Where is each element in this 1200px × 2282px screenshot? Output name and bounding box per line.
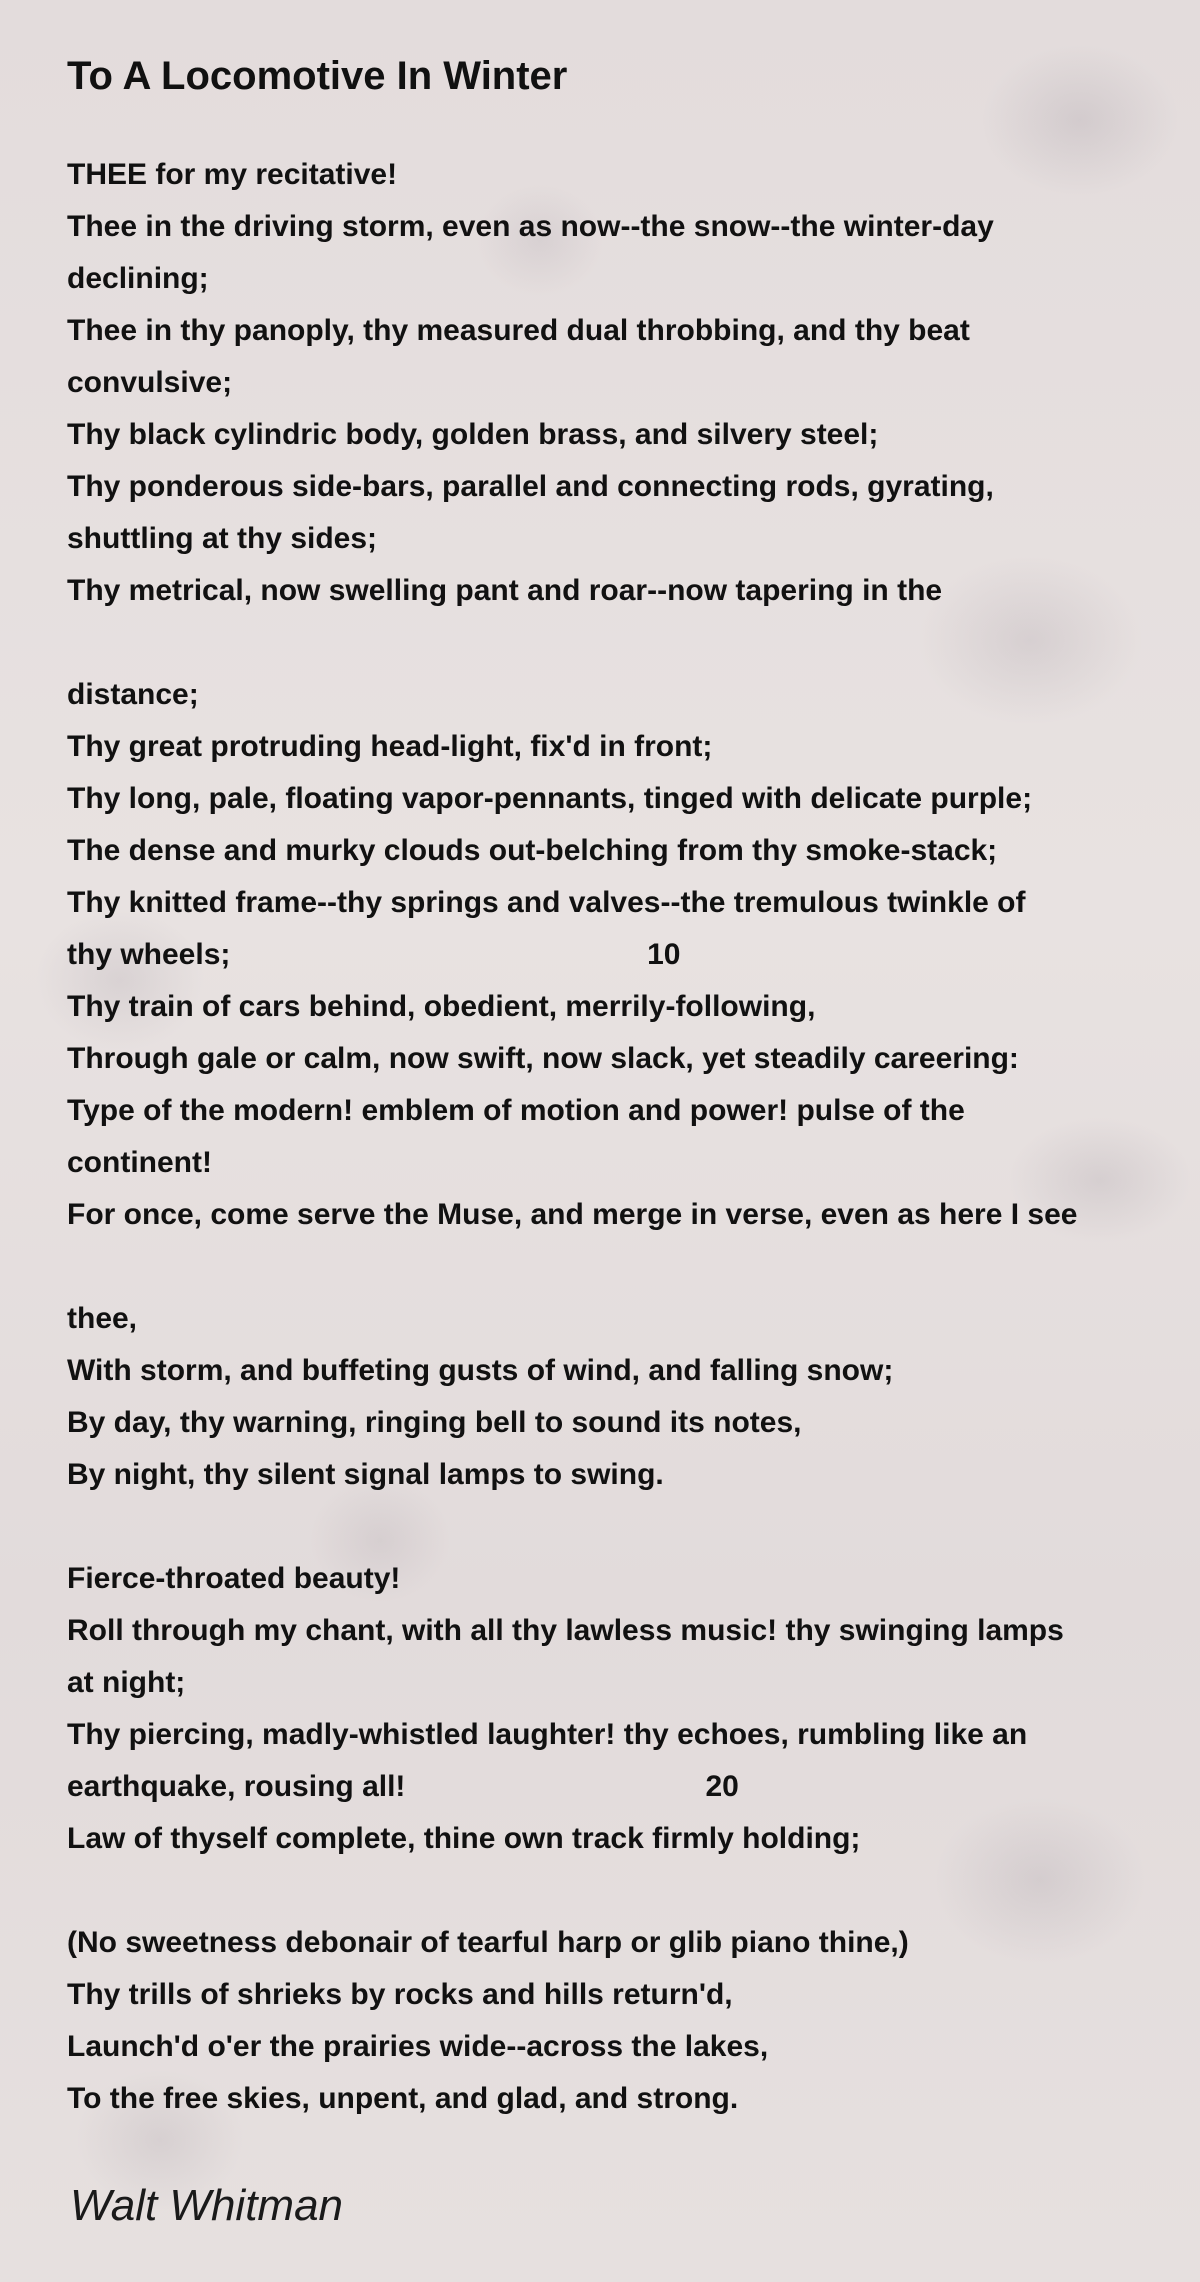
poem-line: Type of the modern! emblem of motion and power! pulse of the [67, 1094, 965, 1127]
stanza-break [67, 1241, 1187, 1293]
poem-line: Through gale or calm, now swift, now slack, yet steadily careering: [67, 1042, 1019, 1075]
stanza-break [67, 1501, 1187, 1553]
poem-line: Roll through my chant, with all thy lawless music! thy swinging lamps [67, 1614, 1064, 1647]
poem-line: Thy long, pale, floating vapor-pennants, tinged with delicate purple; [67, 782, 1033, 815]
poem-line: declining; [67, 262, 209, 295]
poem-line: shuttling at thy sides; [67, 522, 378, 555]
poem-line: continent! [67, 1146, 212, 1179]
poem-line: Thy train of cars behind, obedient, merrily-following, [67, 990, 816, 1023]
stanza-break [67, 1865, 1187, 1917]
poem-line: Thy great protruding head-light, fix'd in front; [67, 730, 713, 763]
poem-author: Walt Whitman [70, 2181, 344, 2230]
poem-line: Thy black cylindric body, golden brass, and silvery steel; [67, 418, 879, 451]
poem-line: (No sweetness debonair of tearful harp or glib piano thine,) [67, 1926, 909, 1959]
poem-line: By night, thy silent signal lamps to swing. [67, 1458, 664, 1491]
poem-line: thy wheels; 10 [67, 938, 681, 971]
poem-line: thee, [67, 1302, 138, 1335]
poem-line: Thee in thy panoply, thy measured dual throbbing, and thy beat [67, 314, 970, 347]
poem-line: Launch'd o'er the prairies wide--across the lakes, [67, 2030, 769, 2063]
poem-line: Thy piercing, madly-whistled laughter! thy echoes, rumbling like an [67, 1718, 1028, 1751]
poem-line: Fierce-throated beauty! [67, 1562, 401, 1595]
poem-title: To A Locomotive In Winter [67, 54, 568, 98]
poem-line: Thee in the driving storm, even as now--the snow--the winter-day [67, 210, 994, 243]
poem-body [67, 149, 1187, 2125]
poem-line: Thy metrical, now swelling pant and roar--now tapering in the [67, 574, 943, 607]
poem-line: THEE for my recitative! [67, 158, 398, 191]
poem-line: Thy ponderous side-bars, parallel and connecting rods, gyrating, [67, 470, 994, 503]
stanza-break [67, 617, 1187, 669]
poem-line: With storm, and buffeting gusts of wind, and falling snow; [67, 1354, 894, 1387]
poem-line: For once, come serve the Muse, and merge in verse, even as here I see [67, 1198, 1078, 1231]
poem-line: distance; [67, 678, 199, 711]
poem-line: convulsive; [67, 366, 233, 399]
poem-line: Thy knitted frame--thy springs and valves--the tremulous twinkle of [67, 886, 1026, 919]
poem-line: at night; [67, 1666, 186, 1699]
poem-line: Law of thyself complete, thine own track firmly holding; [67, 1822, 861, 1855]
poem-line: earthquake, rousing all! 20 [67, 1770, 739, 1803]
poem-line: Thy trills of shrieks by rocks and hills return'd, [67, 1978, 733, 2011]
poem-line: To the free skies, unpent, and glad, and strong. [67, 2082, 739, 2115]
poem-line: The dense and murky clouds out-belching from thy smoke-stack; [67, 834, 998, 867]
poem-line: By day, thy warning, ringing bell to sound its notes, [67, 1406, 802, 1439]
